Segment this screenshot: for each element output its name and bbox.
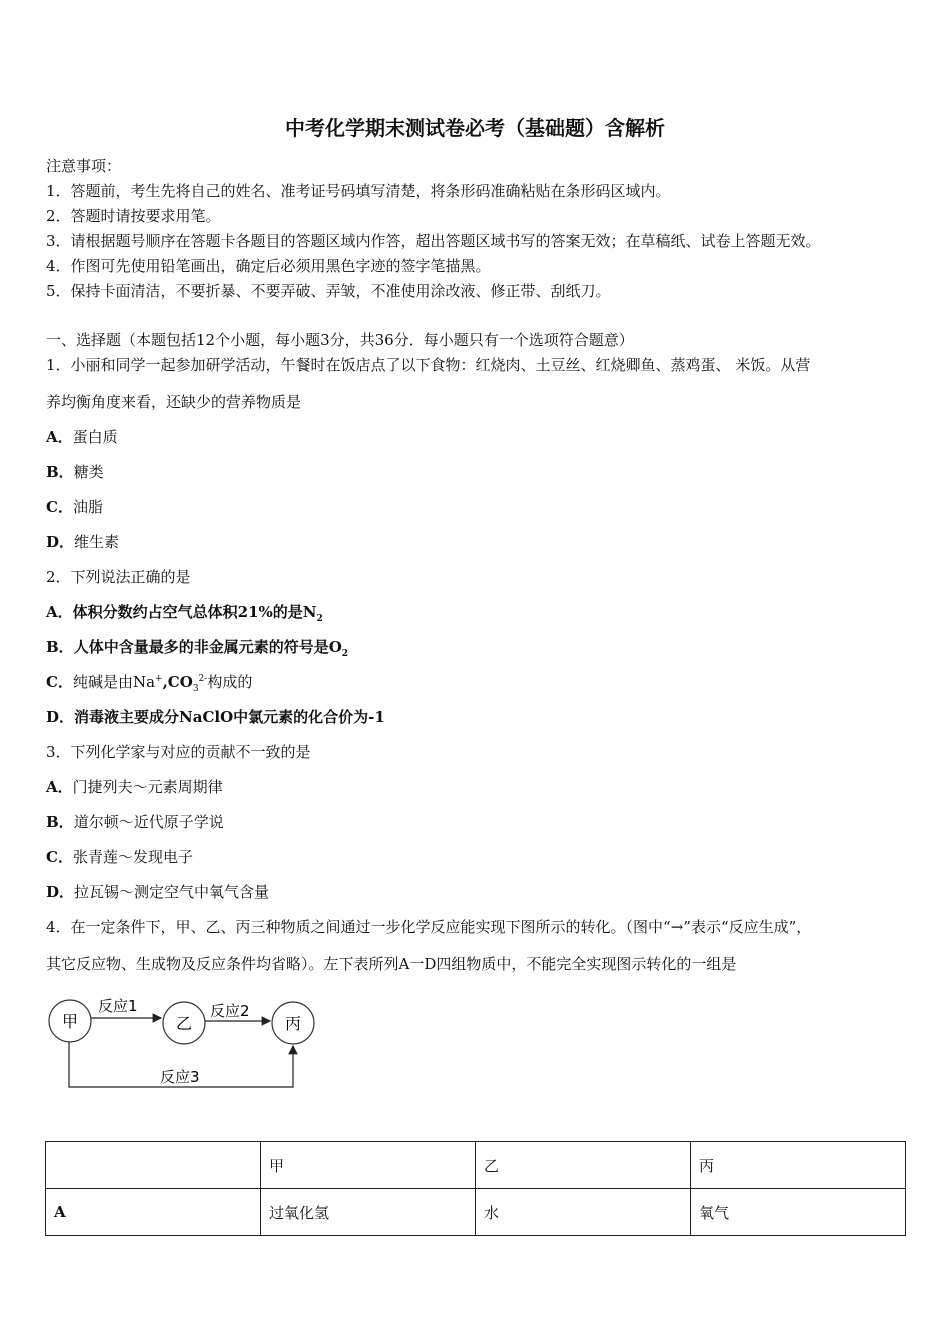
q1-stem-line2: 养均衡角度来看，还缺少的营养物质是 bbox=[46, 393, 302, 411]
table-row bbox=[46, 1189, 906, 1236]
q1-option-d: D．维生素 bbox=[46, 533, 120, 551]
table-cell: 氧气 bbox=[691, 1189, 906, 1236]
q2-option-d: D．消毒液主要成分NaClO中氯元素的化合价为-1 bbox=[46, 708, 385, 726]
table-header-cell: 甲 bbox=[261, 1142, 476, 1189]
q1-option-c: C．油脂 bbox=[46, 498, 103, 516]
notice-item-3: 3．请根据题号顺序在答题卡各题目的答题区域内作答，超出答题区域书写的答案无效；在草稿纸、试卷上答题无效。 bbox=[46, 232, 821, 250]
table-header-cell bbox=[46, 1142, 261, 1189]
table-header-row bbox=[46, 1142, 906, 1189]
q3-option-c: C．张青莲～发现电子 bbox=[46, 848, 193, 866]
section-heading: 一、选择题（本题包括12个小题，每小题3分，共36分．每小题只有一个选项符合题意） bbox=[46, 331, 634, 349]
table-cell: 水 bbox=[476, 1189, 691, 1236]
q3-option-a: A．门捷列夫～元素周期律 bbox=[46, 778, 223, 796]
q1-option-b: B．糖类 bbox=[46, 463, 104, 481]
q3-option-b: B．道尔顿～近代原子学说 bbox=[46, 813, 224, 831]
node-yi-label: 乙 bbox=[175, 1014, 193, 1033]
notice-item-4: 4．作图可先使用铅笔画出，确定后必须用黑色字迹的签字笔描黑。 bbox=[46, 257, 491, 275]
q3-stem: 3．下列化学家与对应的贡献不一致的是 bbox=[46, 743, 311, 761]
node-bing-label: 丙 bbox=[284, 1014, 302, 1033]
notice-item-2: 2．答题时请按要求用笔。 bbox=[46, 207, 221, 225]
reaction-2-label: 反应2 bbox=[210, 1002, 250, 1020]
q2-option-b: B．人体中含量最多的非金属元素的符号是$O_2$ bbox=[46, 638, 349, 659]
node-jia-label: 甲 bbox=[61, 1012, 79, 1031]
reaction-1-label: 反应1 bbox=[98, 997, 138, 1015]
table-cell: A bbox=[46, 1189, 261, 1236]
notice-item-5: 5．保持卡面清洁，不要折暴、不要弄破、弄皱，不准使用涂改液、修正带、刮纸刀。 bbox=[46, 282, 611, 300]
table-header-cell: 丙 bbox=[691, 1142, 906, 1189]
table-header-cell: 乙 bbox=[476, 1142, 691, 1189]
q1-stem-line1: 1．小丽和同学一起参加研学活动，午餐时在饭店点了以下食物：红烧肉、土豆丝、红烧卿鱼、蒸鸡蛋、 米饭。从营 bbox=[46, 356, 811, 374]
q4-stem-line1: 4．在一定条件下，甲、乙、丙三种物质之间通过一步化学反应能实现下图所示的转化。（图中“→”表示“反应生成”， bbox=[46, 918, 812, 936]
q2-stem: 2．下列说法正确的是 bbox=[46, 568, 191, 586]
table-cell: 过氧化氢 bbox=[261, 1189, 476, 1236]
q1-option-a: A．蛋白质 bbox=[46, 428, 118, 446]
page-title: 中考化学期末测试卷必考（基础题）含解析 bbox=[285, 116, 665, 140]
q2-option-a: A．体积分数约占空气总体积21%的是$N_2$ bbox=[46, 603, 323, 624]
options-table bbox=[45, 1141, 906, 1236]
q4-stem-line2: 其它反应物、生成物及反应条件均省略）。左下表所列A一D四组物质中，不能完全实现图示转化的一组是 bbox=[46, 955, 737, 973]
notice-heading: 注意事项： bbox=[46, 157, 122, 175]
reaction-3-label: 反应3 bbox=[160, 1068, 200, 1086]
notice-item-1: 1．答题前，考生先将自己的姓名、准考证号码填写清楚，将条形码准确粘贴在条形码区域内。 bbox=[46, 182, 671, 200]
q2-option-c: C．纯碱是由$Na^+,CO_3^{2-}$构成的 bbox=[46, 673, 253, 694]
q3-option-d: D．拉瓦锡～测定空气中氧气含量 bbox=[46, 883, 270, 901]
reaction-diagram bbox=[40, 992, 340, 1097]
